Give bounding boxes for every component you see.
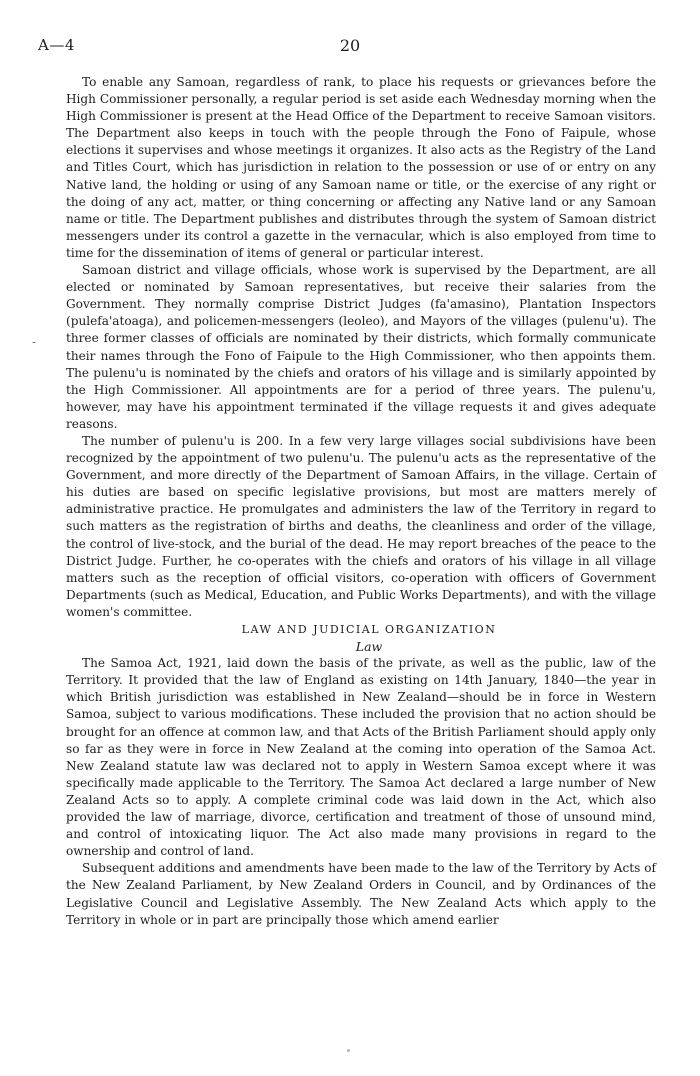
paragraph: Subsequent additions and amendments have been made to the law of the Territory by Acts of the New Zealand Parliament, by New Zealand Orders in Council, and by Ordinances of the Legislative Council and Legislative Assembly. The New Zealand Acts which apply to the Territory in whole or in part are principally those which amend earlier (66, 861, 656, 927)
page-number: 20 (339, 36, 361, 55)
paragraph: To enable any Samoan, regardless of rank, to place his requests or grievances before the High Commissioner personally, a regular period is set aside each Wednesday morning when the High Commissioner is present at the Head Office of the Department to receive Samoan visitors. The Department also keeps in touch with the people through the Fono of Faipule, whose elections it supervises and whose meetings it organizes. It also acts as the Registry of the Land and Titles Court, which has jurisdiction in relation to the possession or use of or entry on any Native land, the holding or using of any Samoan name or title, or the exercise of any right or the doing of any act, matter, or thing concerning or affecting any Native land or any Samoan name or title. The Department publishes and distributes through the system of Samoan district messengers under its control a gazette in the vernacular, which is also employed from time to time for the dissemination of items of general or particular interest. (66, 75, 656, 260)
page-reference: A—4 (38, 36, 75, 54)
paragraph: The number of pulenu'u is 200. In a few very large villages social subdivisions have been recognized by the appointment of two pulenu'u. The pulenu'u acts as the representative of the Government, and more directly of the Department of Samoan Affairs, in the village. Certain of his duties are based on specific legislative provisions, but most are matters merely of administrative practice. He promulgates and administers the law of the Territory in regard to such matters as the registration of births and deaths, the cleanliness and order of the village, the control of live-stock, and the burial of the dead. He may report breaches of the peace to the District Judge. Further, he co-operates with the chiefs and orators of his village in all village matters such as the reception of official visitors, co-operation with officers of Government Departments (such as Medical, Education, and Public Works Departments), and with the village women's committee. (66, 433, 656, 619)
section-subheading: Law (355, 639, 383, 655)
margin-mark: - (32, 335, 37, 349)
page-speck (347, 1049, 350, 1052)
body-text (66, 74, 656, 929)
paragraph: The Samoa Act, 1921, laid down the basis of the private, as well as the public, law of the Territory. It provided that the law of England as existing on 14th January, 1840—the year in which British jurisdiction was established in New Zealand—should be in force in Western Samoa, subject to various modifications. These included the provision that no action should be brought for an offence at common law, and that Acts of the British Parliament should apply only so far as they were in force in New Zealand at the coming into operation of the Samoa Act. New Zealand statute law was declared not to apply in Western Samoa except where it was specifically made applicable to the Territory. The Samoa Act declared a large number of New Zealand Acts so to apply. A complete criminal code was laid down in the Act, which also provided the law of marriage, divorce, certification and treatment of those of unsound mind, and control of intoxicating liquor. The Act also made many provisions in regard to the ownership and control of land. (66, 656, 656, 859)
section-heading: LAW AND JUDICIAL ORGANIZATION (241, 623, 497, 636)
paragraph: Samoan district and village officials, whose work is supervised by the Department, are all elected or nominated by Samoan representatives, but receive their salaries from the Government. They normally comprise District Judges (fa'amasino), Plantation Inspectors (pulefa'atoaga), and policemen-messengers (leoleo), and Mayors of the villages (pulenu'u). The three former classes of officials are nominated by their districts, which formally communicate their names through the Fono of Faipule to the High Commissioner, who then appoints them. The pulenu'u is nominated by the chiefs and orators of his village and is similarly appointed by the High Commissioner. All appointments are for a period of three years. The pulenu'u, however, may have his appointment terminated if the village requests it and gives adequate reasons. (66, 263, 656, 431)
